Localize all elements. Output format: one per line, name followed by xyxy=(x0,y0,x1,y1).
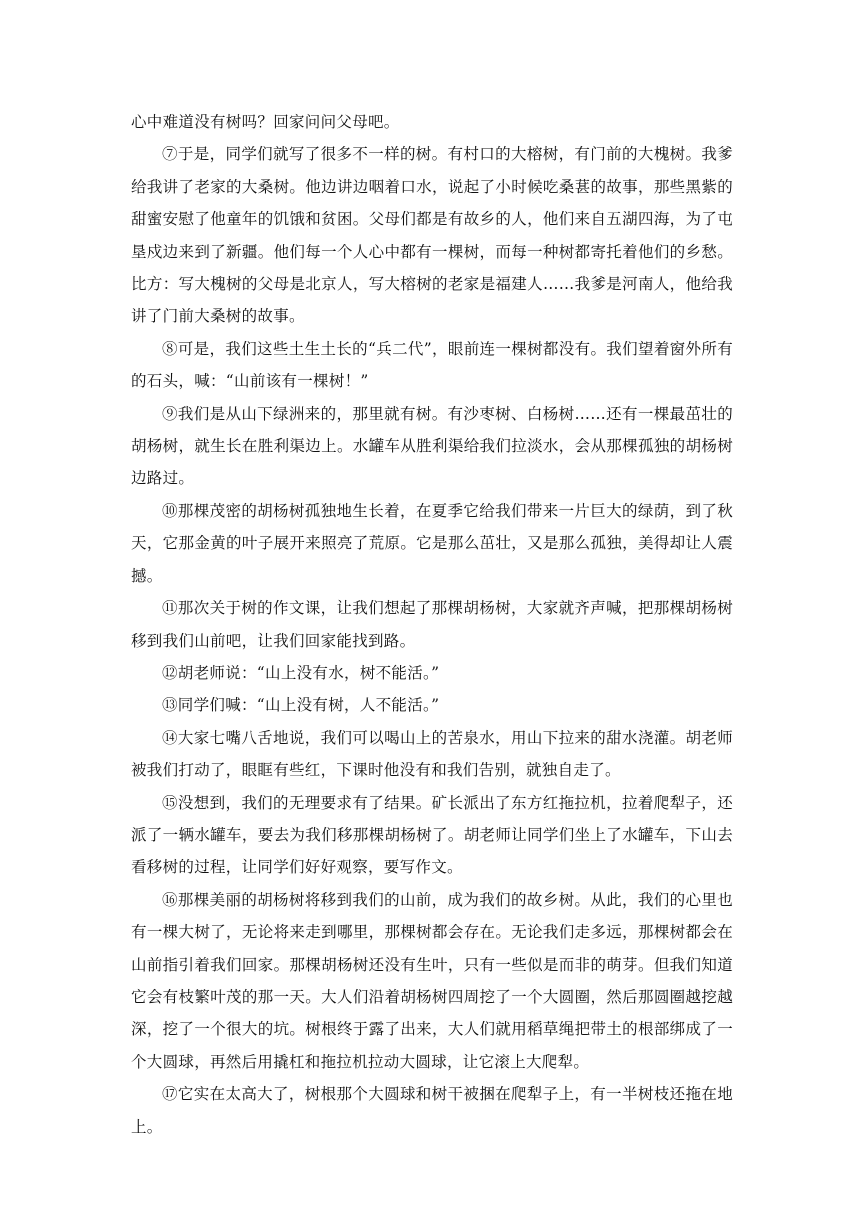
paragraph-14: ⑭大家七嘴八舌地说，我们可以喝山上的苦泉水，用山下拉来的甜水浇灌。胡老师被我们打动了，眼眶有些红，下课时他没有和我们告别，就独自走了。 xyxy=(131,728,733,780)
paragraph-16: ⑯那棵美丽的胡杨树将移到我们的山前，成为我们的故乡树。从此，我们的心里也有一棵大树了，无论将来走到哪里，那棵树都会存在。无论我们走多远，那棵树都会在山前指引着我们回家。那棵胡杨树还没有生叶，只有一些似是而非的萌芽。但我们知道它会有枝繁叶茂的那一天。大人们沿着胡杨树四周挖了一个大圆圈，然后那圆圈越挖越深，挖了一个很大的坑。树根终于露了出来，大人们就用稻草绳把带土的根部绑成了一个大圆球，再然后用撬杠和拖拉机拉动大圆球，让它滚上大爬犁。 xyxy=(131,890,733,1071)
paragraph-7: ⑦于是，同学们就写了很多不一样的树。有村口的大榕树，有门前的大槐树。我爹给我讲了老家的大桑树。他边讲边咽着口水，说起了小时候吃桑葚的故事，那些黑紫的甜蜜安慰了他童年的饥饿和贫困。父母们都是有故乡的人，他们来自五湖四海，为了屯垦戍边来到了新疆。他们每一个人心中都有一棵树，而每一种树都寄托着他们的乡愁。比方：写大槐树的父母是北京人，写大榕树的老家是福建人……我爹是河南人，他给我讲了门前大桑树的故事。 xyxy=(131,145,733,326)
paragraph-15: ⑮没想到，我们的无理要求有了结果。矿长派出了东方红拖拉机，拉着爬犁子，还派了一辆水罐车，要去为我们移那棵胡杨树了。胡老师让同学们坐上了水罐车，下山去看移树的过程，让同学们好好观察，要写作文。 xyxy=(131,793,733,877)
paragraph-17: ⑰它实在太高大了，树根那个大圆球和树干被捆在爬犁子上，有一半树枝还拖在地上。 xyxy=(131,1085,733,1136)
paragraph-continuation: 心中难道没有树吗？回家问问父母吧。 xyxy=(131,113,400,131)
paragraph-12: ⑫胡老师说：“山上没有水，树不能活。” xyxy=(162,663,440,682)
paragraph-10: ⑩那棵茂密的胡杨树孤独地生长着，在夏季它给我们带来一片巨大的绿荫，到了秋天，它那金黄的叶子展开来照亮了荒原。它是那么茁壮，又是那么孤独，美得却让人震撼。 xyxy=(131,501,733,585)
paragraph-13: ⑬同学们喊：“山上没有树，人不能活。” xyxy=(162,696,440,715)
paragraph-11: ⑪那次关于树的作文课，让我们想起了那棵胡杨树，大家就齐声喊，把那棵胡杨树移到我们山前吧，让我们回家能找到路。 xyxy=(131,599,733,650)
paragraph-9: ⑨我们是从山下绿洲来的，那里就有树。有沙枣树、白杨树……还有一棵最茁壮的胡杨树，就生长在胜利渠边上。水罐车从胜利渠给我们拉淡水，会从那棵孤独的胡杨树边路过。 xyxy=(131,404,733,488)
paragraph-8: ⑧可是，我们这些土生土长的“兵二代”，眼前连一棵树都没有。我们望着窗外所有的石头，喊：“山前该有一棵树！” xyxy=(131,339,733,391)
article-body xyxy=(131,106,733,1143)
